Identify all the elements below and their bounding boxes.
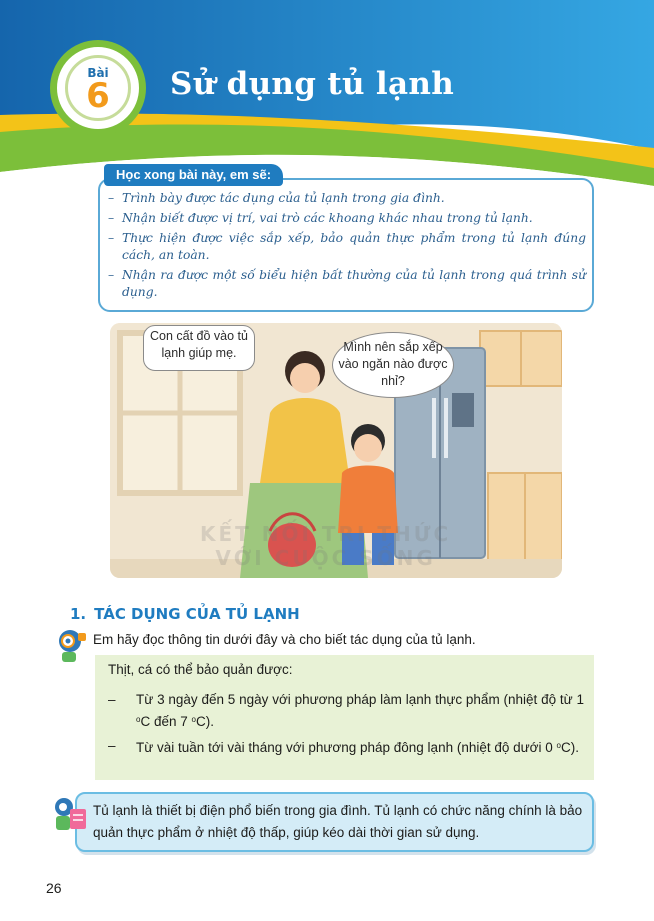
page-number: 26 xyxy=(46,880,62,896)
section-number: 1. xyxy=(70,605,87,623)
summary-text: Tủ lạnh là thiết bị điện phổ biến trong gia đình. Tủ lạnh có chức năng chính là bảo quản thực phẩm ở nhiệt độ thấp, giúp kéo dài thời gian sử dụng. xyxy=(93,803,583,840)
objective-text: Nhận ra được một số biểu hiện bất thường của tủ lạnh trong quá trình sử dụng. xyxy=(122,268,586,299)
info-lead: Thịt, cá có thể bảo quản được: xyxy=(108,662,293,677)
objectives-list xyxy=(108,190,586,304)
degree-mark: o xyxy=(191,715,196,724)
degree-mark: o xyxy=(136,715,141,724)
watermark-line: VỚI CUỘC SỐNG xyxy=(215,546,436,570)
list-dash: – xyxy=(108,211,115,225)
list-dash: – xyxy=(108,231,115,245)
objective-text: Nhận biết được vị trí, vai trò các khoang khác nhau trong tủ lạnh. xyxy=(122,211,533,225)
robot-mascot-icon xyxy=(52,625,88,665)
lesson-label: Bài xyxy=(87,66,109,80)
objective-item xyxy=(108,230,586,264)
objective-item xyxy=(108,210,586,227)
list-dash: – xyxy=(108,191,115,205)
section-heading xyxy=(70,605,300,623)
info-text: C đến 7 xyxy=(140,714,192,729)
thought-bubble-boy: Mình nên sắp xếp vào ngăn nào được nhỉ? xyxy=(332,332,454,398)
objective-item xyxy=(108,190,586,207)
list-dash: – xyxy=(108,738,116,753)
speech-bubble-mother: Con cất đồ vào tủ lạnh giúp mẹ. xyxy=(143,325,255,371)
info-item-cooling xyxy=(108,690,584,732)
watermark-line: KẾT NỐI TRI THỨC xyxy=(200,522,452,546)
info-text: C). xyxy=(560,740,579,755)
objectives-tag: Học xong bài này, em sẽ: xyxy=(104,164,283,186)
lesson-badge-inner xyxy=(65,55,131,121)
objective-item xyxy=(108,267,586,301)
lesson-title: Sử dụng tủ lạnh xyxy=(170,66,455,102)
objective-text: Trình bày được tác dụng của tủ lạnh trong gia đình. xyxy=(122,191,445,205)
list-dash: – xyxy=(108,268,115,282)
list-dash: – xyxy=(108,692,116,707)
lesson-number: 6 xyxy=(86,76,110,116)
info-item-freezing xyxy=(108,736,584,758)
info-text: Từ vài tuần tới vài tháng với phương pháp đông lạnh (nhiệt độ dưới 0 xyxy=(136,740,557,755)
publisher-watermark xyxy=(200,522,451,570)
instruction-text: Em hãy đọc thông tin dưới đây và cho biết tác dụng của tủ lạnh. xyxy=(93,632,476,647)
info-text: C). xyxy=(195,714,214,729)
objective-text: Thực hiện được việc sắp xếp, bảo quản thực phẩm trong tủ lạnh đúng cách, an toàn. xyxy=(122,231,586,262)
robot-note-icon xyxy=(50,795,88,837)
degree-mark: o xyxy=(556,741,561,750)
section-title: TÁC DỤNG CỦA TỦ LẠNH xyxy=(94,605,300,623)
info-text: Từ 3 ngày đến 5 ngày với phương pháp làm lạnh thực phẩm (nhiệt độ từ 1 xyxy=(136,692,584,707)
lesson-badge xyxy=(50,40,146,136)
